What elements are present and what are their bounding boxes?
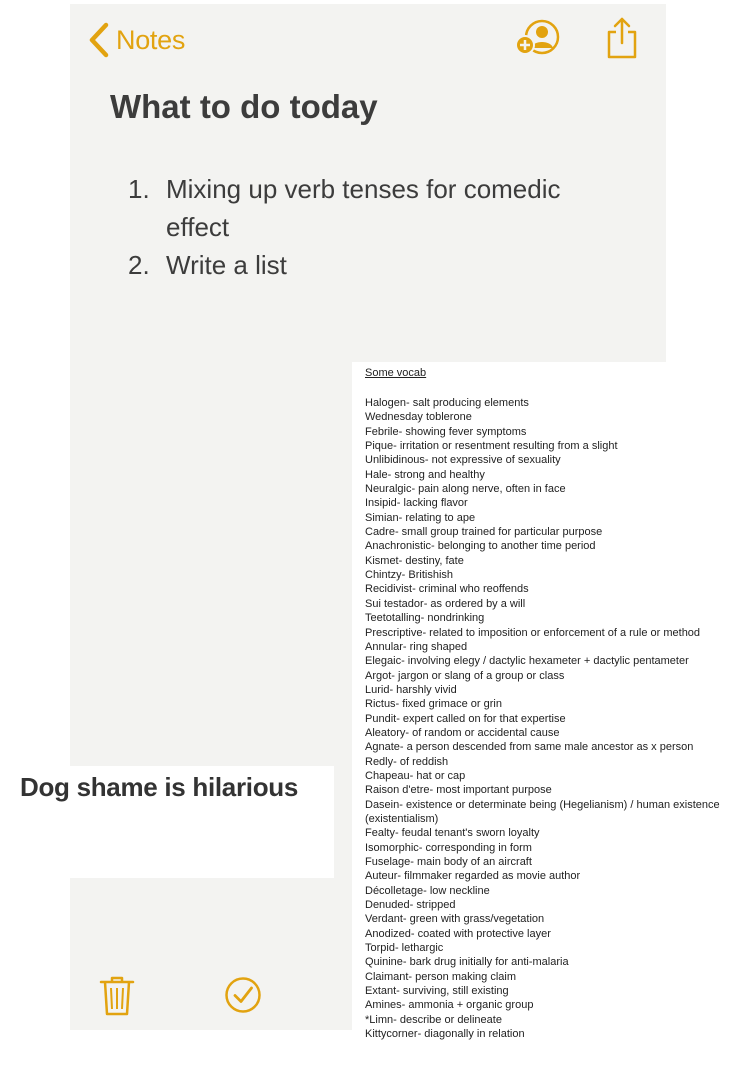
vocab-entry: Teetotalling- nondrinking: [365, 612, 485, 625]
caption-text: Dog shame is hilarious: [20, 772, 299, 802]
vocab-entry: Dasein- existence or determinate being (Hegelianism) / human existence: [365, 798, 720, 811]
vocab-entry: Lurid- harshly vivid: [365, 683, 457, 696]
note-title: What to do today: [110, 88, 378, 125]
vocab-entry: Auteur- filmmaker regarded as movie author: [365, 870, 581, 883]
vocab-entry: Halogen- salt producing elements: [365, 397, 529, 409]
vocab-entry: Denuded- stripped: [365, 899, 456, 912]
vocab-entry: Sui testador- as ordered by a will: [365, 597, 526, 610]
vocab-entry: Neuralgic- pain along nerve, often in face: [365, 483, 566, 496]
list-item-text: Mixing up verb tenses for comedic effect: [166, 174, 561, 242]
vocab-entry: Chapeau- hat or cap: [365, 769, 466, 782]
vocab-entry: Recidivist- criminal who reoffends: [365, 583, 529, 596]
vocab-entry: Simian- relating to ape: [365, 511, 476, 524]
vocab-entry: Agnate- a person descended from same male ancestor as x person: [365, 741, 694, 754]
vocab-entry: Argot- jargon or slang of a group or class: [365, 669, 565, 682]
vocab-entry: Torpid- lethargic: [365, 942, 444, 955]
vocab-entry: Fealty- feudal tenant's sworn loyalty: [365, 827, 540, 840]
vocab-entry: *Limn- describe or delineate: [365, 1013, 502, 1026]
chevron-left-icon: [84, 21, 116, 59]
vocab-list: [365, 396, 720, 1041]
vocab-card: [352, 362, 738, 1062]
vocab-entry: (existentialism): [365, 812, 439, 825]
list-item-text: Write a list: [166, 250, 287, 280]
vocab-entry: Insipid- lacking flavor: [365, 497, 468, 510]
list-item-number: 2.: [128, 250, 150, 280]
share-icon[interactable]: [604, 16, 640, 60]
vocab-entry: Raison d'etre- most important purpose: [365, 784, 552, 797]
vocab-entry: Extant- surviving, still existing: [365, 985, 509, 998]
vocab-entry: Verdant- green with grass/vegetation: [365, 913, 545, 926]
list-item: [128, 170, 608, 246]
vocab-entry: Fuselage- main body of an aircraft: [365, 856, 532, 868]
vocab-entry: Kittycorner- diagonally in relation: [365, 1028, 525, 1041]
vocab-entry: Isomorphic- corresponding in form: [365, 841, 532, 854]
vocab-entry: Cadre- small group trained for particular purpose: [365, 526, 603, 539]
vocab-entry: Aleatory- of random or accidental cause: [365, 726, 560, 739]
checkmark-circle-icon[interactable]: [224, 976, 262, 1014]
vocab-entry: Hale- strong and healthy: [365, 468, 485, 481]
vocab-entry: Décolletage- low neckline: [365, 884, 490, 897]
vocab-entry: Febrile- showing fever symptoms: [365, 425, 527, 438]
vocab-entry: Pundit- expert called on for that expertise: [365, 712, 566, 725]
vocab-entry: Pique- irritation or resentment resulting from a slight: [365, 440, 618, 453]
vocab-entry: Unlibidinous- not expressive of sexuality: [365, 454, 561, 467]
vocab-entry: Prescriptive- related to imposition or enforcement of a rule or method: [365, 626, 701, 639]
vocab-heading: Some vocab: [365, 367, 427, 379]
vocab-entry: Quinine- bark drug initially for anti-malaria: [365, 956, 569, 969]
trash-icon[interactable]: [99, 974, 135, 1016]
list-item-number: 1.: [128, 174, 150, 204]
vocab-entry: Chintzy- Britishish: [365, 569, 454, 582]
caption-box: [12, 766, 334, 878]
vocab-entry: Wednesday toblerone: [365, 411, 472, 424]
back-button[interactable]: [84, 20, 185, 60]
back-button-label: Notes: [116, 24, 186, 55]
vocab-entry: Rictus- fixed grimace or grin: [365, 698, 502, 711]
list-item: [128, 246, 608, 284]
vocab-entry: Kismet- destiny, fate: [365, 554, 464, 567]
vocab-entry: Elegaic- involving elegy / dactylic hexameter + dactylic pentameter: [365, 655, 689, 668]
vocab-entry: Claimant- person making claim: [365, 970, 516, 983]
vocab-entry: Redly- of reddish: [365, 755, 449, 768]
vocab-entry: Amines- ammonia + organic group: [365, 999, 534, 1012]
todo-list: [128, 170, 608, 284]
vocab-entry: Annular- ring shaped: [365, 640, 468, 653]
add-person-icon[interactable]: [514, 18, 562, 58]
vocab-entry: Anachronistic- belonging to another time period: [365, 540, 596, 553]
vocab-entry: Anodized- coated with protective layer: [365, 927, 551, 940]
